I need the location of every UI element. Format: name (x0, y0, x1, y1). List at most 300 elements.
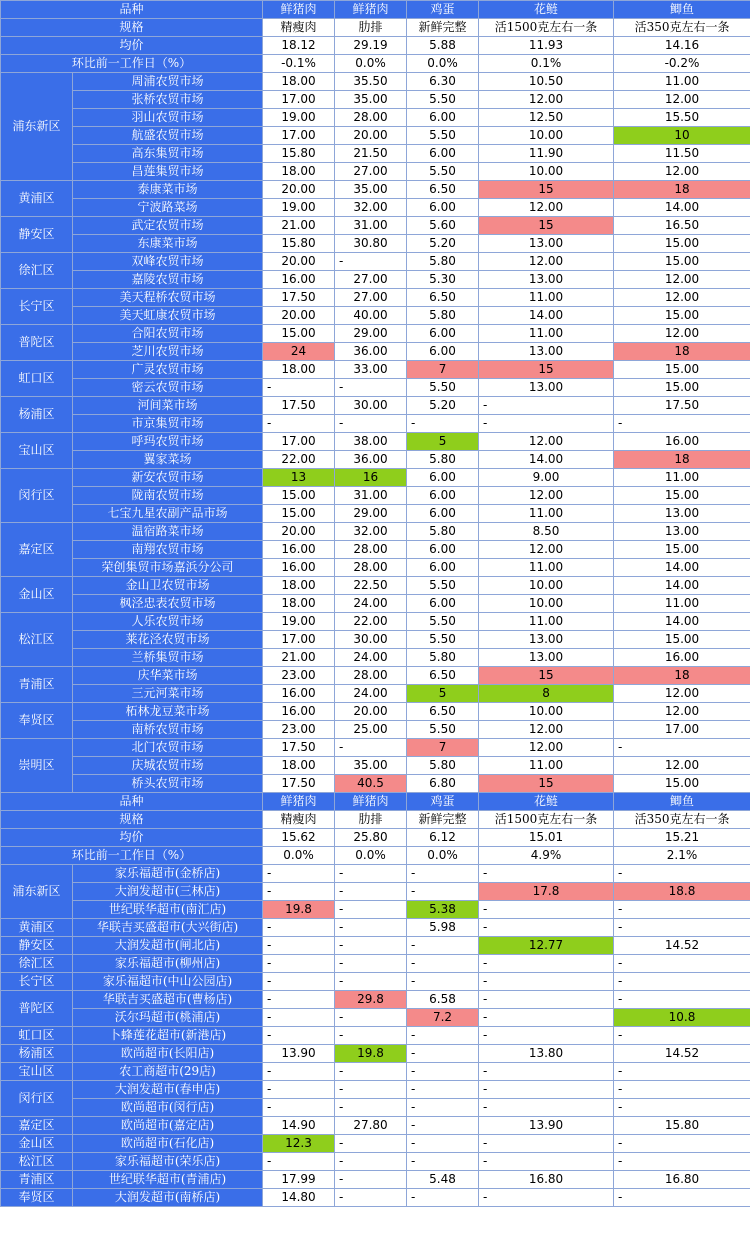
price-cell: 5.80 (407, 307, 479, 325)
district-cell: 嘉定区 (1, 523, 73, 577)
district-cell: 徐汇区 (1, 253, 73, 289)
price-cell: 15.00 (614, 253, 750, 271)
price-cell: 5.98 (407, 919, 479, 937)
table-row (1, 73, 750, 91)
table-row (1, 757, 750, 775)
market-name-cell: 美天程桥农贸市场 (73, 289, 263, 307)
table-row (1, 613, 750, 631)
market-name-cell: 昌莲集贸市场 (73, 163, 263, 181)
market-name-cell: 周浦农贸市场 (73, 73, 263, 91)
spec-header-row-cell: 精瘦肉 (263, 811, 335, 829)
price-cell: 13.00 (479, 631, 614, 649)
price-cell: 5.30 (407, 271, 479, 289)
price-cell: - (263, 955, 335, 973)
market-name-cell: 南桥农贸市场 (73, 721, 263, 739)
price-cell: - (479, 955, 614, 973)
spec-header-row-cell: 活1500克左右一条 (479, 19, 614, 37)
price-cell: 15.00 (614, 541, 750, 559)
price-cell: - (335, 1009, 407, 1027)
price-cell: 6.00 (407, 487, 479, 505)
price-cell: 16.00 (263, 685, 335, 703)
market-name-cell: 嘉陵农贸市场 (73, 271, 263, 289)
price-cell: 27.00 (335, 271, 407, 289)
price-cell: 20.00 (263, 307, 335, 325)
price-cell: 15 (479, 217, 614, 235)
price-cell: - (614, 973, 750, 991)
spec-header-row-cell: 精瘦肉 (263, 19, 335, 37)
price-cell: 6.00 (407, 559, 479, 577)
price-cell: - (263, 1027, 335, 1045)
price-cell: 30.80 (335, 235, 407, 253)
average-price-row-label: 均价 (1, 829, 263, 847)
price-cell: - (479, 1009, 614, 1027)
price-cell: 28.00 (335, 667, 407, 685)
price-cell: 12.00 (614, 163, 750, 181)
price-cell: 24.00 (335, 685, 407, 703)
table-row (1, 739, 750, 757)
price-cell: 27.80 (335, 1117, 407, 1135)
price-cell: 15 (479, 667, 614, 685)
change-percent-row-cell: 0.0% (263, 847, 335, 865)
district-cell: 金山区 (1, 577, 73, 613)
average-price-row-cell: 29.19 (335, 37, 407, 55)
price-cell: 5.80 (407, 253, 479, 271)
price-cell: 13.00 (479, 649, 614, 667)
price-cell: 6.30 (407, 73, 479, 91)
price-cell: 12.00 (479, 199, 614, 217)
variety-header-row-cell: 鸡蛋 (407, 793, 479, 811)
price-cell: - (407, 1153, 479, 1171)
price-cell: - (335, 901, 407, 919)
price-cell: 25.00 (335, 721, 407, 739)
price-cell: 12.00 (614, 91, 750, 109)
price-cell: 40.00 (335, 307, 407, 325)
change-percent-row-label: 环比前一工作日（%） (1, 847, 263, 865)
price-cell: 19.00 (263, 613, 335, 631)
change-percent-row-cell: 0.0% (335, 55, 407, 73)
market-name-cell: 大润发超市(三林店) (73, 883, 263, 901)
market-name-cell: 家乐福超市(荣乐店) (73, 1153, 263, 1171)
market-name-cell: 金山卫农贸市场 (73, 577, 263, 595)
table-row (1, 1099, 750, 1117)
price-cell: 6.00 (407, 145, 479, 163)
price-cell: 5.50 (407, 577, 479, 595)
price-cell: - (335, 973, 407, 991)
price-cell: 10.50 (479, 73, 614, 91)
price-cell: 5.50 (407, 721, 479, 739)
price-cell: 15.00 (614, 487, 750, 505)
price-cell: 18 (614, 667, 750, 685)
table-row (1, 217, 750, 235)
price-cell: - (263, 1063, 335, 1081)
price-cell: - (479, 1081, 614, 1099)
market-name-cell: 北门农贸市场 (73, 739, 263, 757)
market-name-cell: 广灵农贸市场 (73, 361, 263, 379)
price-cell: 6.00 (407, 505, 479, 523)
price-cell: 12.00 (479, 253, 614, 271)
price-cell: 24.00 (335, 649, 407, 667)
variety-header-row-cell: 鸡蛋 (407, 1, 479, 19)
district-cell: 宝山区 (1, 433, 73, 469)
price-cell: 5 (407, 685, 479, 703)
price-cell: - (407, 973, 479, 991)
variety-header-row-cell: 鲜猪肉 (335, 793, 407, 811)
price-cell: 10.00 (479, 163, 614, 181)
price-cell: 35.50 (335, 73, 407, 91)
market-name-cell: 新安农贸市场 (73, 469, 263, 487)
district-cell: 奉贤区 (1, 1189, 73, 1207)
table-row (1, 91, 750, 109)
price-cell: 6.50 (407, 181, 479, 199)
price-cell: - (614, 1189, 750, 1207)
table-row (1, 1153, 750, 1171)
price-cell: 14.00 (479, 451, 614, 469)
price-cell: 5.50 (407, 379, 479, 397)
variety-header-row-label: 品种 (1, 793, 263, 811)
price-cell: 15.00 (263, 505, 335, 523)
district-cell: 虹口区 (1, 1027, 73, 1045)
price-cell: 15.80 (614, 1117, 750, 1135)
price-cell: 13.90 (479, 1117, 614, 1135)
price-cell: 36.00 (335, 343, 407, 361)
price-cell: 5.80 (407, 649, 479, 667)
price-cell: - (479, 1135, 614, 1153)
change-percent-row-cell: -0.1% (263, 55, 335, 73)
district-cell: 虹口区 (1, 361, 73, 397)
price-cell: 22.50 (335, 577, 407, 595)
price-cell: - (335, 253, 407, 271)
spec-header-row (1, 19, 750, 37)
price-cell: 11.00 (614, 595, 750, 613)
price-cell: 16.50 (614, 217, 750, 235)
price-cell: - (263, 919, 335, 937)
price-cell: 10.00 (479, 127, 614, 145)
market-name-cell: 家乐福超市(金桥店) (73, 865, 263, 883)
price-cell: - (614, 991, 750, 1009)
market-name-cell: 大润发超市(南桥店) (73, 1189, 263, 1207)
price-cell: - (479, 1063, 614, 1081)
price-cell: 20.00 (335, 703, 407, 721)
market-name-cell: 荣创集贸市场嘉浜分公司 (73, 559, 263, 577)
market-name-cell: 柘林龙豆菜市场 (73, 703, 263, 721)
price-cell: - (407, 1189, 479, 1207)
price-cell: 23.00 (263, 667, 335, 685)
table-row (1, 973, 750, 991)
district-cell: 浦东新区 (1, 865, 73, 919)
price-cell: 14.90 (263, 1117, 335, 1135)
price-cell: - (614, 739, 750, 757)
table-row (1, 127, 750, 145)
price-cell: 18 (614, 181, 750, 199)
price-cell: 17.99 (263, 1171, 335, 1189)
price-cell: 35.00 (335, 91, 407, 109)
change-percent-row-cell: -0.2% (614, 55, 750, 73)
variety-header-row (1, 1, 750, 19)
price-cell: 35.00 (335, 757, 407, 775)
table-row (1, 775, 750, 793)
district-cell: 黄浦区 (1, 181, 73, 217)
price-cell: 14.00 (614, 199, 750, 217)
price-cell: - (407, 1135, 479, 1153)
price-cell: 6.00 (407, 595, 479, 613)
price-cell: - (335, 883, 407, 901)
price-cell: - (263, 415, 335, 433)
average-price-row-cell: 15.21 (614, 829, 750, 847)
district-cell: 闵行区 (1, 469, 73, 523)
price-cell: 14.52 (614, 937, 750, 955)
price-cell: 5.80 (407, 757, 479, 775)
price-cell: - (335, 919, 407, 937)
price-cell: 6.00 (407, 469, 479, 487)
table-row (1, 595, 750, 613)
average-price-row-cell: 18.12 (263, 37, 335, 55)
price-cell: 18.8 (614, 883, 750, 901)
price-cell: 19.00 (263, 109, 335, 127)
table-row (1, 577, 750, 595)
price-cell: - (479, 1189, 614, 1207)
variety-header-row-cell: 鲫鱼 (614, 793, 750, 811)
table-row (1, 1117, 750, 1135)
price-cell: 13.80 (479, 1045, 614, 1063)
price-cell: 28.00 (335, 559, 407, 577)
price-cell: 8 (479, 685, 614, 703)
market-name-cell: 陇南农贸市场 (73, 487, 263, 505)
price-cell: 6.00 (407, 343, 479, 361)
price-cell: 23.00 (263, 721, 335, 739)
market-name-cell: 家乐福超市(中山公园店) (73, 973, 263, 991)
price-cell: 20.00 (263, 253, 335, 271)
market-name-cell: 市京集贸市场 (73, 415, 263, 433)
price-cell: 5.48 (407, 1171, 479, 1189)
average-price-row-cell: 5.88 (407, 37, 479, 55)
table-row (1, 289, 750, 307)
price-cell: 7 (407, 361, 479, 379)
price-cell: 16.00 (263, 541, 335, 559)
table-row (1, 649, 750, 667)
price-cell: 12.00 (614, 757, 750, 775)
price-cell: - (479, 1099, 614, 1117)
table-row (1, 469, 750, 487)
table-row (1, 865, 750, 883)
district-cell: 杨浦区 (1, 1045, 73, 1063)
price-cell: 16.00 (614, 649, 750, 667)
market-name-cell: 东康菜市场 (73, 235, 263, 253)
variety-header-row-cell: 鲜猪肉 (335, 1, 407, 19)
price-cell: - (263, 883, 335, 901)
table-row (1, 343, 750, 361)
price-cell: - (407, 1081, 479, 1099)
table-row (1, 505, 750, 523)
price-cell: 20.00 (263, 181, 335, 199)
price-cell: 6.58 (407, 991, 479, 1009)
price-cell: - (407, 1063, 479, 1081)
table-row (1, 1027, 750, 1045)
table-row (1, 271, 750, 289)
price-cell: - (614, 1081, 750, 1099)
district-cell: 青浦区 (1, 1171, 73, 1189)
price-cell: 5.20 (407, 397, 479, 415)
average-price-row-cell: 15.62 (263, 829, 335, 847)
table-row (1, 541, 750, 559)
change-percent-row-cell: 2.1% (614, 847, 750, 865)
spec-header-row-label: 规格 (1, 19, 263, 37)
price-cell: - (407, 865, 479, 883)
district-cell: 普陀区 (1, 991, 73, 1027)
price-cell: 12.00 (479, 721, 614, 739)
district-cell: 长宁区 (1, 973, 73, 991)
market-name-cell: 温宿路菜市场 (73, 523, 263, 541)
price-cell: 14.52 (614, 1045, 750, 1063)
district-cell: 徐汇区 (1, 955, 73, 973)
spec-header-row-cell: 肋排 (335, 19, 407, 37)
price-cell: - (479, 415, 614, 433)
district-cell: 静安区 (1, 937, 73, 955)
price-cell: 22.00 (263, 451, 335, 469)
price-cell: 13.00 (479, 271, 614, 289)
district-cell: 长宁区 (1, 289, 73, 325)
price-cell: 30.00 (335, 631, 407, 649)
price-cell: 13.90 (263, 1045, 335, 1063)
market-name-cell: 人乐农贸市场 (73, 613, 263, 631)
spec-header-row (1, 811, 750, 829)
price-cell: - (614, 1027, 750, 1045)
price-cell: 12.00 (614, 703, 750, 721)
spec-header-row-cell: 肋排 (335, 811, 407, 829)
price-cell: 15 (479, 775, 614, 793)
table-row (1, 397, 750, 415)
price-cell: - (407, 955, 479, 973)
market-name-cell: 大润发超市(闸北店) (73, 937, 263, 955)
district-cell: 黄浦区 (1, 919, 73, 937)
price-cell: 40.5 (335, 775, 407, 793)
price-cell: 11.90 (479, 145, 614, 163)
market-name-cell: 卜蜂莲花超市(新港店) (73, 1027, 263, 1045)
table-row (1, 1045, 750, 1063)
market-name-cell: 欧尚超市(嘉定店) (73, 1117, 263, 1135)
price-cell: 7.2 (407, 1009, 479, 1027)
price-cell: 12.77 (479, 937, 614, 955)
table-row (1, 883, 750, 901)
table-row (1, 109, 750, 127)
price-cell: 14.00 (479, 307, 614, 325)
price-cell: 36.00 (335, 451, 407, 469)
variety-header-row-cell: 鲜猪肉 (263, 793, 335, 811)
variety-header-row-label: 品种 (1, 1, 263, 19)
price-cell: 14.80 (263, 1189, 335, 1207)
price-cell: - (335, 955, 407, 973)
district-cell: 松江区 (1, 1153, 73, 1171)
price-cell: 12.00 (479, 91, 614, 109)
district-cell: 杨浦区 (1, 397, 73, 433)
price-cell: 15 (479, 361, 614, 379)
price-cell: 19.8 (335, 1045, 407, 1063)
price-cell: 16.00 (263, 703, 335, 721)
price-cell: 11.00 (479, 289, 614, 307)
price-cell: - (335, 937, 407, 955)
average-price-row-cell: 15.01 (479, 829, 614, 847)
spec-header-row-cell: 活350克左右一条 (614, 811, 750, 829)
table-row (1, 1171, 750, 1189)
district-cell: 宝山区 (1, 1063, 73, 1081)
table-row (1, 721, 750, 739)
price-cell: 32.00 (335, 523, 407, 541)
price-cell: - (335, 1063, 407, 1081)
spec-header-row-cell: 新鲜完整 (407, 19, 479, 37)
price-cell: 35.00 (335, 181, 407, 199)
table-row (1, 685, 750, 703)
market-name-cell: 羽山农贸市场 (73, 109, 263, 127)
price-cell: - (479, 901, 614, 919)
price-cell: 17.50 (263, 775, 335, 793)
price-cell: 33.00 (335, 361, 407, 379)
price-cell: 13.00 (479, 235, 614, 253)
table-row (1, 667, 750, 685)
price-cell: 18.00 (263, 163, 335, 181)
price-cell: 18 (614, 451, 750, 469)
price-cell: 19.8 (263, 901, 335, 919)
average-price-row-cell: 25.80 (335, 829, 407, 847)
price-cell: 17.50 (263, 289, 335, 307)
price-cell: - (407, 415, 479, 433)
price-cell: 18.00 (263, 361, 335, 379)
price-cell: 12.00 (479, 541, 614, 559)
table-row (1, 199, 750, 217)
price-cell: 17.00 (614, 721, 750, 739)
average-price-row-cell: 6.12 (407, 829, 479, 847)
price-cell: 6.00 (407, 541, 479, 559)
change-percent-row-cell: 0.0% (407, 847, 479, 865)
price-cell: - (263, 937, 335, 955)
market-name-cell: 南翔农贸市场 (73, 541, 263, 559)
market-name-cell: 美天虹康农贸市场 (73, 307, 263, 325)
price-cell: 12.00 (479, 433, 614, 451)
price-cell: 15.00 (614, 379, 750, 397)
price-cell: 15.00 (614, 235, 750, 253)
price-cell: 5.50 (407, 91, 479, 109)
price-cell: 17.00 (263, 91, 335, 109)
price-cell: 19.00 (263, 199, 335, 217)
market-name-cell: 沃尔玛超市(桃浦店) (73, 1009, 263, 1027)
price-cell: 27.00 (335, 289, 407, 307)
price-cell: - (407, 1045, 479, 1063)
price-cell: 10.00 (479, 703, 614, 721)
price-cell: 14.00 (614, 577, 750, 595)
price-cell: 28.00 (335, 109, 407, 127)
price-cell: 5 (407, 433, 479, 451)
price-cell: - (407, 937, 479, 955)
market-name-cell: 高东集贸市场 (73, 145, 263, 163)
market-name-cell: 密云农贸市场 (73, 379, 263, 397)
price-cell: 17.50 (263, 397, 335, 415)
price-cell: - (335, 1099, 407, 1117)
price-cell: - (614, 1063, 750, 1081)
price-cell: 12.3 (263, 1135, 335, 1153)
price-cell: - (335, 415, 407, 433)
average-price-row-cell: 14.16 (614, 37, 750, 55)
price-cell: - (479, 991, 614, 1009)
price-cell: 16.00 (263, 271, 335, 289)
district-cell: 静安区 (1, 217, 73, 253)
price-cell: 11.50 (614, 145, 750, 163)
table-row (1, 991, 750, 1009)
district-cell: 奉贤区 (1, 703, 73, 739)
variety-header-row-cell: 花鲢 (479, 1, 614, 19)
price-cell: 5.80 (407, 523, 479, 541)
price-cell: 13.00 (614, 523, 750, 541)
table-row (1, 631, 750, 649)
market-name-cell: 华联吉买盛超市(大兴街店) (73, 919, 263, 937)
price-cell: 20.00 (263, 523, 335, 541)
